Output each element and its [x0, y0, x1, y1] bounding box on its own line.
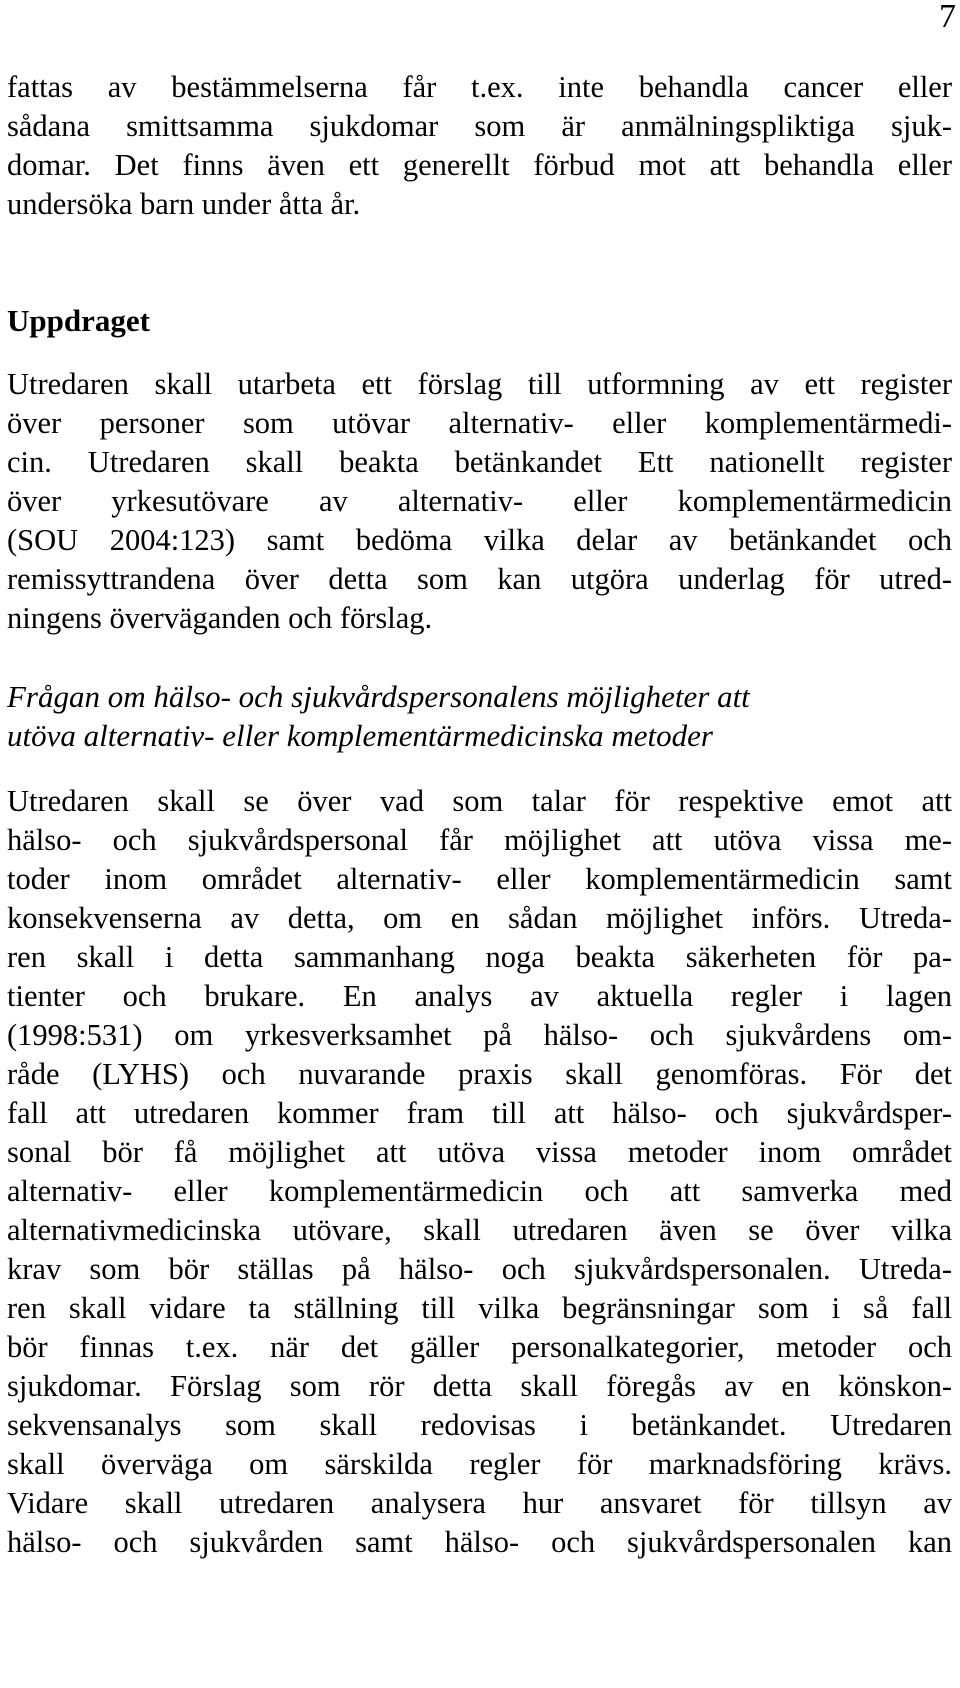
subheading-line: utöva alternativ- eller komplementärmedicinska metoder [7, 718, 713, 753]
text-line: råde (LYHS) och nuvarande praxis skall genomföras. För det [7, 1057, 952, 1091]
page-number: 7 [939, 0, 956, 35]
text-line: ningens överväganden och förslag. [7, 601, 433, 635]
text-line: ren skall vidare ta ställning till vilka begränsningar som i så fall [7, 1291, 952, 1325]
text-line: över personer som utövar alternativ- eller komplementärmedi- [7, 406, 952, 440]
text-line: bör finnas t.ex. när det gäller personalkategorier, metoder och [7, 1330, 952, 1364]
text-line: sådana smittsamma sjukdomar som är anmälningspliktiga sjuk- [7, 109, 952, 143]
text-line: alternativ- eller komplementärmedicin och att samverka med [7, 1174, 952, 1208]
text-line: sekvensanalys som skall redovisas i betänkandet. Utredaren [7, 1408, 952, 1442]
text-line: konsekvenserna av detta, om en sådan möjlighet införs. Utreda- [7, 901, 952, 935]
text-line: Utredaren skall utarbeta ett förslag till utformning av ett register [7, 367, 952, 401]
text-line: Vidare skall utredaren analysera hur ansvaret för tillsyn av [7, 1486, 952, 1520]
text-line: toder inom området alternativ- eller komplementärmedicin samt [7, 862, 952, 896]
text-line: tienter och brukare. En analys av aktuella regler i lagen [7, 979, 952, 1013]
text-line: krav som bör ställas på hälso- och sjukvårdspersonalen. Utreda- [7, 1252, 952, 1286]
text-line: undersöka barn under åtta år. [7, 187, 361, 221]
text-line: remissyttrandena över detta som kan utgöra underlag för utred- [7, 562, 952, 596]
text-line: fall att utredaren kommer fram till att hälso- och sjukvårdsper- [7, 1096, 952, 1130]
text-line: cin. Utredaren skall beakta betänkandet Ett nationellt register [7, 445, 952, 479]
text-line: hälso- och sjukvården samt hälso- och sjukvårdspersonalen kan [7, 1525, 952, 1559]
text-line: sjukdomar. Förslag som rör detta skall föregås av en könskon- [7, 1369, 952, 1403]
subheading-line: Frågan om hälso- och sjukvårdspersonalens möjligheter att [7, 679, 750, 714]
text-line: (1998:531) om yrkesverksamhet på hälso- och sjukvårdens om- [7, 1018, 952, 1052]
text-line: sonal bör få möjlighet att utöva vissa metoder inom området [7, 1135, 952, 1169]
text-line: domar. Det finns även ett generellt förbud mot att behandla eller [7, 148, 952, 182]
text-line: över yrkesutövare av alternativ- eller komplementärmedicin [7, 484, 952, 518]
text-line: skall överväga om särskilda regler för marknadsföring krävs. [7, 1447, 952, 1481]
section-heading: Uppdraget [7, 303, 150, 338]
text-line: (SOU 2004:123) samt bedöma vilka delar av betänkandet och [7, 523, 952, 557]
text-line: alternativmedicinska utövare, skall utredaren även se över vilka [7, 1213, 952, 1247]
text-line: Utredaren skall se över vad som talar för respektive emot att [7, 784, 952, 818]
text-line: ren skall i detta sammanhang noga beakta säkerheten för pa- [7, 940, 952, 974]
text-line: fattas av bestämmelserna får t.ex. inte behandla cancer eller [7, 70, 952, 104]
text-line: hälso- och sjukvårdspersonal får möjlighet att utöva vissa me- [7, 823, 952, 857]
